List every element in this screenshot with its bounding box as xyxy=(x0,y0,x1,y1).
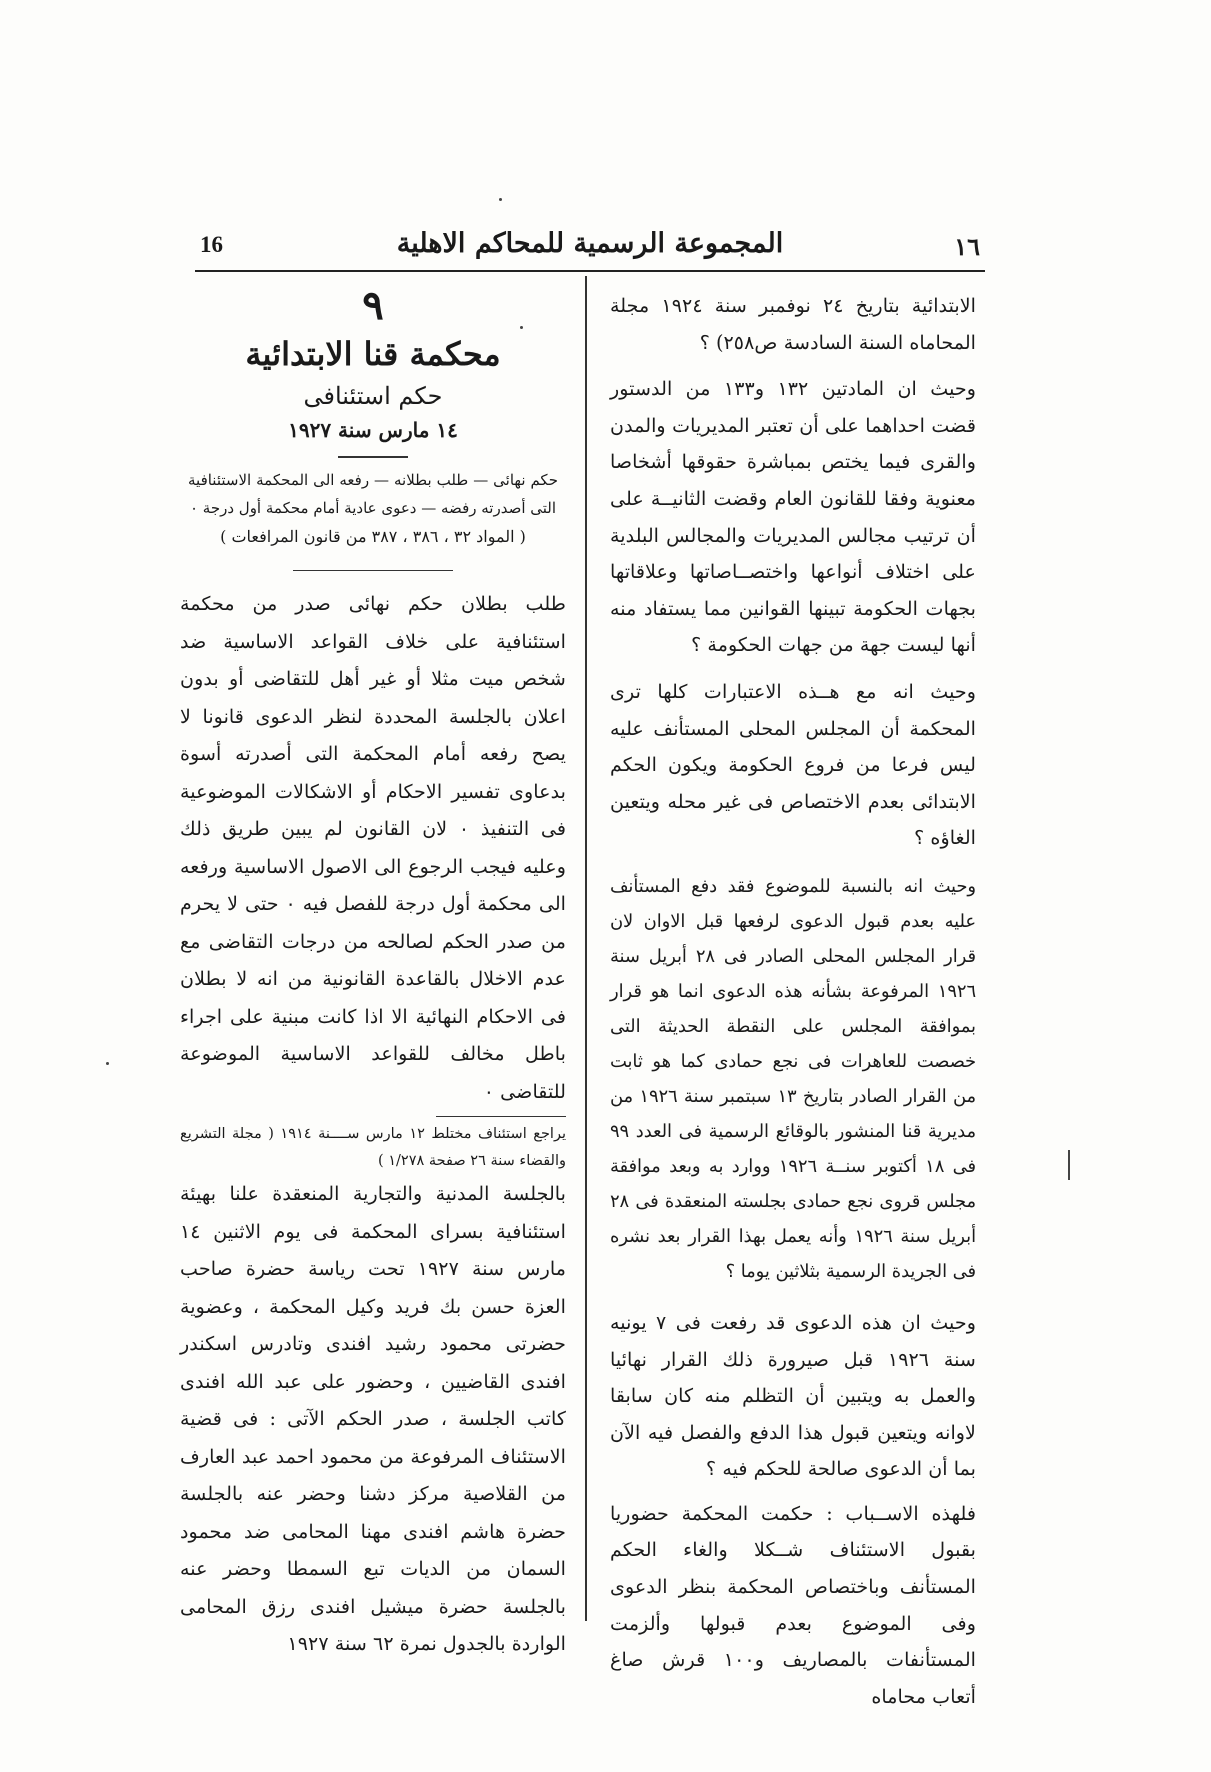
column-divider xyxy=(585,276,587,1621)
legal-principle: طلب بطلان حكم نهائى صدر من محكمة استئنافية على خلاف القواعد الاساسية ضد شخص ميت مثلا أو غير أهل للتقاضى أو بدون اعلان بالجلسة المحددة لنظر الدعوى قانونا لا يصح رفعه أمام المحكمة التى أصدرته أسوة بدعاوى تفسير الاحكام أو الاشكالات الموضوعية فى التنفيذ ٠ لان القانون لم يبين طريق ذلك وعليه فيجب الرجوع الى الاصول الاساسية ورفعه الى محكمة أول درجة للفصل فيه ٠ حتى لا يحرم من صدر الحكم لصالحه من درجات التقاضى مع عدم الاخلال بالقاعدة القانونية من انه لا بطلان فى الاحكام النهائية الا اذا كانت مبنية على اجراء باطل مخالف للقواعد الاساسية الموضوعة للتقاضى ٠ xyxy=(180,592,567,1103)
right-paragraph: وحيث انه بالنسبة للموضوع فقد دفع المستأنف عليه بعدم قبول الدعوى لرفعها قبل الاوان لان قرار المجلس المحلى الصادر فى ٢٨ أبريل سنة ١٩٢٦ المرفوعة بشأنه هذه الدعوى انما هو قرار بموافقة المجلس على النقطة الحديثة التى خصصت للعاهرات فى نجع حمادى كما هو ثابت من القرار الصادر بتاريخ ١٣ سبتمبر سنة ١٩٢٦ من مديرية قنا المنشور بالوقائع الرسمية فى العدد ٩٩ فى ١٨ أكتوبر سنــة ١٩٢٦ ووارد به وبعد موافقة مجلس قروى نجع حمادى بجلسته المنعقدة فى ٢٨ أبريل سنة ١٩٢٦ وأنه يعمل بهذا القرار بعد نشره فى الجريدة الرسمية بثلاثين يوما ؟ xyxy=(610,875,977,1282)
section-rule xyxy=(293,570,453,572)
header-rule xyxy=(195,270,985,272)
footnote-rule xyxy=(436,1116,566,1117)
page-header xyxy=(200,228,980,264)
scan-speck xyxy=(499,198,502,201)
right-paragraph: فلهذه الاســباب : حكمت المحكمة حضوريا بقبول الاستئناف شــكلا والغاء الحكم المستأنف وباختصاص المحكمة بنظر الدعوى وفى الموضوع بعدم قبولها وألزمت المستأنفات بالمصاريف و١٠٠ قرش صاغ أتعاب محاماه xyxy=(610,1501,976,1708)
right-paragraph: وحيث ان هذه الدعوى قد رفعت فى ٧ يونيه سنة ١٩٢٦ قبل صيرورة ذلك القرار نهائيا والعمل به ويتبين أن التظلم منه كان سابقا لاوانه ويتعين قبول هذا الدفع والفصل فيه الآن بما أن الدعوى صالحة للحكم فيه ؟ xyxy=(610,1310,976,1481)
ruling-type: حكم استئنافى xyxy=(303,382,443,410)
scan-speck xyxy=(106,1062,109,1065)
right-paragraph: وحيث انه مع هــذه الاعتبارات كلها ترى المحكمة أن المجلس المحلى المستأنف عليه ليس فرعا من فروع الحكومة ويكون الحكم الابتدائى بعدم الاختصاص فى غير محله ويتعين الغاؤه ؟ xyxy=(610,679,976,850)
right-column xyxy=(610,288,976,1715)
scan-speck xyxy=(1068,1150,1070,1180)
right-paragraph: وحيث ان المادتين ١٣٢ و١٣٣ من الدستور قضت احداهما على أن تعتبر المديريات والمدن والقرى فيما يختص بمباشرة حقوقها أشخاصا معنوية وفقا للقانون العام وقضت الثانيــة على أن ترتيب مجالس المديريات والمجالس البلدية على اختلاف أنواعها واختصــاصاتها وعلاقاتها بجهات الحكومة تبينها القوانين مما يستفاد منه أنها ليست جهة من جهات الحكومة ؟ xyxy=(610,377,976,657)
footnote: يراجع استئناف مختلط ١٢ مارس ســــنة ١٩١٤ ( مجلة التشريع والقضاء سنة ٢٦ صفحة ١/٢٧٨ ) xyxy=(180,1126,566,1170)
ruling-date: ١٤ مارس سنة ١٩٢٧ xyxy=(288,418,458,442)
page-number-arabic: ١٦ xyxy=(954,232,980,261)
session-details: بالجلسة المدنية والتجارية المنعقدة علنا بهيئة استئنافية بسراى المحكمة فى يوم الاثنين ١٤ مارس سنة ١٩٢٧ تحت رياسة حضرة صاحب العزة حسن بك فريد وكيل المحكمة ، وعضوية حضرتى محمود رشيد افندى وتادرس اسكندر افندى القاضيين ، وحضور على عبد الله افندى كاتب الجلسة ، صدر الحكم الآتى : فى قضية الاستئناف المرفوعة من محمود احمد عبد العارف من القلاصية مركز دشنا وحضر عنه بالجلسة حضرة هاشم افندى مهنا المحامى ضد محمود السمان من الديات تبع السمطا وحضر عنه بالجلسة حضرة ميشيل افندى رزق المحامى الواردة بالجدول نمرة ٦٢ سنة ١٩٢٧ xyxy=(180,1182,566,1656)
statute-reference: ( المواد ٣٢ ، ٣٨٦ ، ٣٨٧ من قانون المرافعات ) xyxy=(220,526,526,546)
case-number: ٩ xyxy=(362,282,384,329)
left-column xyxy=(180,282,566,1663)
scan-speck xyxy=(520,326,523,329)
case-summary: حكم نهائى — طلب بطلانه — رفعه الى المحكمة الاستئنافية التى أصدرته رفضه — دعوى عادية أمام محكمة أول درجة ٠ xyxy=(188,470,558,517)
court-name: محكمة قنا الابتدائية xyxy=(245,335,501,373)
right-paragraph: الابتدائية بتاريخ ٢٤ نوفمبر سنة ١٩٢٤ مجلة المحاماه السنة السادسة ص٢٥٨) ؟ xyxy=(610,294,976,354)
journal-title: المجموعة الرسمية للمحاكم الاهلية xyxy=(396,228,784,259)
page-number-latin: 16 xyxy=(200,232,223,257)
section-rule xyxy=(338,456,408,458)
